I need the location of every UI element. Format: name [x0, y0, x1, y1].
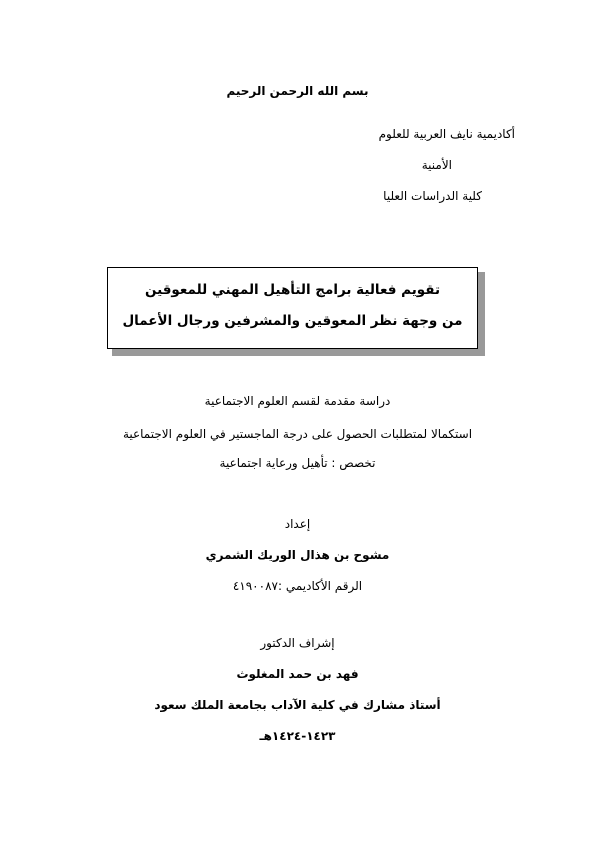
study-description-line1: دراسة مقدمة لقسم العلوم الاجتماعية — [204, 394, 391, 408]
institution-name-line1: أكاديمية نايف العربية للعلوم — [378, 127, 515, 141]
thesis-title-line2: من وجهة نظر المعوقين والمشرفين ورجال الأعمال — [122, 313, 463, 329]
academic-year: ١٤٢٣-١٤٢٤هـ — [259, 729, 336, 743]
preparation-label: إعداد — [284, 517, 311, 531]
supervisor-name: فهد بن حمد المغلوث — [236, 667, 359, 681]
supervision-label: إشراف الدكتور — [260, 636, 335, 650]
specialization: تخصص : تأهيل ورعاية اجتماعية — [219, 456, 376, 470]
institution-name-line2: الأمنية — [421, 158, 452, 172]
thesis-title-line1: تقويم فعالية برامج التأهيل المهني للمعوقين — [144, 282, 441, 298]
supervisor-position: أستاذ مشارك في كلية الآداب بجامعة الملك سعود — [154, 698, 441, 712]
college-name: كلية الدراسات العليا — [383, 189, 482, 203]
author-name: مشوح بن هذال الوريك الشمري — [205, 548, 390, 562]
academic-number: الرقم الأكاديمي :٤١٩٠٠٨٧ — [232, 579, 363, 593]
title-box — [107, 267, 478, 349]
study-description-line2: استكمالا لمتطلبات الحصول على درجة الماجستير في العلوم الاجتماعية — [122, 427, 473, 441]
basmala: بسم الله الرحمن الرحيم — [226, 84, 369, 98]
